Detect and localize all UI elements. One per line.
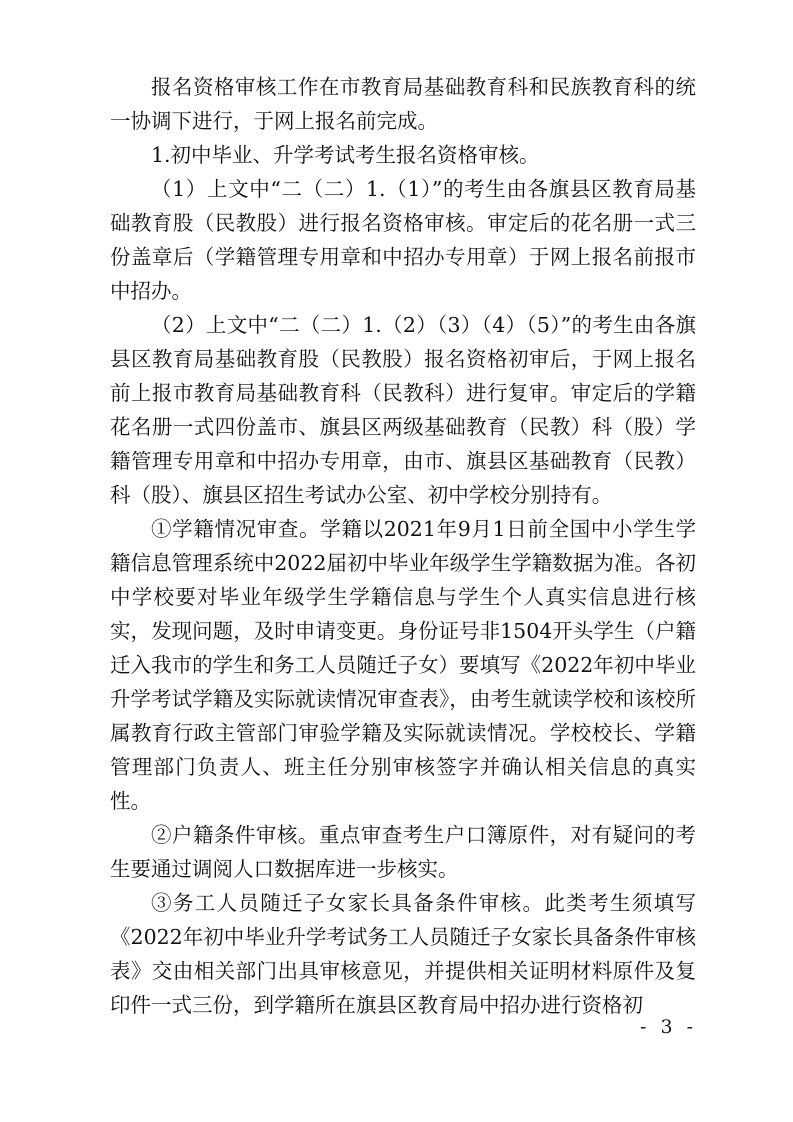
paragraph-section-1-heading: 1.初中毕业、升学考试考生报名资格审核。 [151, 143, 540, 167]
paragraph-item-1: （1）上文中“二（二）1.（1）”的考生由各旗县区教育局基础教育股（民教股）进行报名资格审核。审定后的花名册一式三份盖章后（学籍管理专用章和中招办专用章）于网上报名前报市中招办。 [110, 177, 696, 303]
document-body [110, 70, 696, 1022]
paragraph-student-status-review: ①学籍情况审查。学籍以2021年9月1日前全国中小学生学籍信息管理系统中2022届初中毕业年级学生学籍数据为准。各初中学校要对毕业年级学生学籍信息与学生个人真实信息进行核实，发现问题，及时申请变更。身份证号非1504开头学生（户籍迁入我市的学生和务工人员随迁子女）要填写《2022年初中毕业升学考试学籍及实际就读情况审查表》，由考生就读学校和该校所属教育行政主管部门审验学籍及实际就读情况。学校校长、学籍管理部门负责人、班主任分别审核签字并确认相关信息的真实性。 [110, 517, 696, 813]
paragraph-household-review: ②户籍条件审核。重点审查考生户口簿原件，对有疑问的考生要通过调阅人口数据库进一步核实。 [110, 823, 696, 881]
paragraph-migrant-worker-review: ③务工人员随迁子女家长具备条件审核。此类考生须填写《2022年初中毕业升学考试务工人员随迁子女家长具备条件审核表》交由相关部门出具审核意见，并提供相关证明材料原件及复印件一式三份，到学籍所在旗县区教育局中招办进行资格初 [110, 891, 696, 1017]
paragraph-item-2: （2）上文中“二（二）1.（2）（3）（4）（5）”的考生由各旗县区教育局基础教育股（民教股）报名资格初审后，于网上报名前上报市教育局基础教育科（民教科）进行复审。审定后的学籍花名册一式四份盖市、旗县区两级基础教育（民教）科（股）学籍管理专用章和中招办专用章，由市、旗县区基础教育（民教）科（股）、旗县区招生考试办公室、初中学校分别持有。 [110, 313, 696, 507]
page-number: - 3 - [639, 1016, 697, 1038]
paragraph-review-overview: 报名资格审核工作在市教育局基础教育科和民族教育科的统一协调下进行，于网上报名前完成。 [110, 75, 696, 133]
